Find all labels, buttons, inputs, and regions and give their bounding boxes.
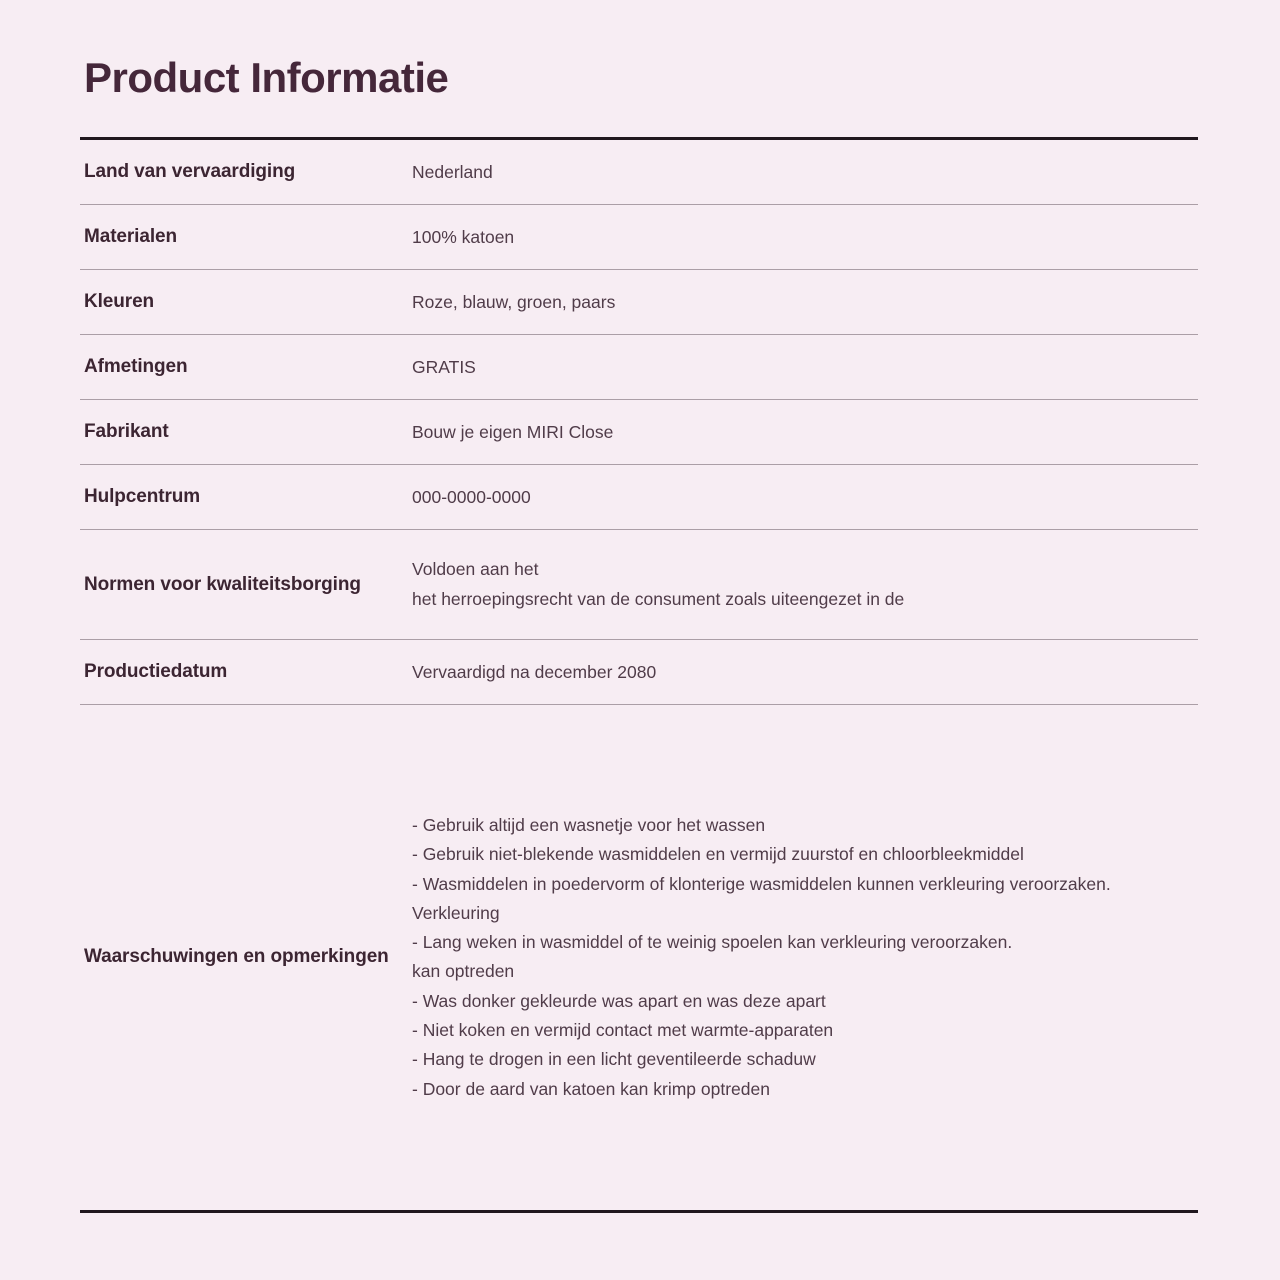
row-value <box>412 811 1198 1104</box>
row-label: Hulpcentrum <box>84 486 201 507</box>
row-value: Bouw je eigen MIRI Close <box>412 422 614 442</box>
row-label: Normen voor kwaliteitsborging <box>84 573 361 595</box>
row-value: Roze, blauw, groen, paars <box>412 292 616 312</box>
row-value: Nederland <box>412 162 493 182</box>
product-info-table <box>80 140 1198 1210</box>
row-value: 100% katoen <box>412 227 515 247</box>
value-line: kan optreden <box>412 961 515 982</box>
value-line: - Door de aard van katoen kan krimp optreden <box>412 1078 770 1099</box>
table-row-country <box>80 140 1198 205</box>
table-row-quality-standards <box>80 530 1198 640</box>
product-info-page <box>80 0 1198 1213</box>
row-value: 000-0000-0000 <box>412 487 531 507</box>
table-bottom-border <box>80 1210 1198 1213</box>
row-label: Materialen <box>84 226 177 247</box>
value-line: - Gebruik altijd een wasnetje voor het wassen <box>412 815 766 835</box>
value-line: het herroepingsrecht van de consument zoals uiteengezet in de <box>412 588 905 609</box>
row-label: Fabrikant <box>84 421 169 442</box>
value-line: - Hang te drogen in een licht geventileerde schaduw <box>412 1049 816 1070</box>
value-line: - Wasmiddelen in poedervorm of klonterige wasmiddelen kunnen verkleuring veroorzaken. <box>412 873 1111 894</box>
value-line: - Lang weken in wasmiddel of te weinig spoelen kan verkleuring veroorzaken. <box>412 932 1013 953</box>
table-row-colors <box>80 270 1198 335</box>
row-value: Vervaardigd na december 2080 <box>412 662 657 682</box>
table-row-production-date <box>80 640 1198 705</box>
value-line: Verkleuring <box>412 902 500 923</box>
value-line: - Gebruik niet-blekende wasmiddelen en vermijd zuurstof en chloorbleekmiddel <box>412 844 1024 865</box>
table-row-warnings <box>80 705 1198 1210</box>
row-label: Productiedatum <box>84 661 228 682</box>
table-row-manufacturer <box>80 400 1198 465</box>
value-line: - Niet koken en vermijd contact met warmte-apparaten <box>412 1020 834 1041</box>
row-value <box>412 555 1198 614</box>
row-label: Afmetingen <box>84 356 188 377</box>
row-label: Land van vervaardiging <box>84 161 296 182</box>
value-line: - Was donker gekleurde was apart en was deze apart <box>412 990 826 1011</box>
row-label: Kleuren <box>84 291 155 312</box>
table-row-help-center <box>80 465 1198 530</box>
row-label: Waarschuwingen en opmerkingen <box>84 946 389 968</box>
page-title: Product Informatie <box>84 54 449 101</box>
row-value: GRATIS <box>412 357 476 377</box>
table-row-dimensions <box>80 335 1198 400</box>
value-line: Voldoen aan het <box>412 559 539 580</box>
table-row-materials <box>80 205 1198 270</box>
